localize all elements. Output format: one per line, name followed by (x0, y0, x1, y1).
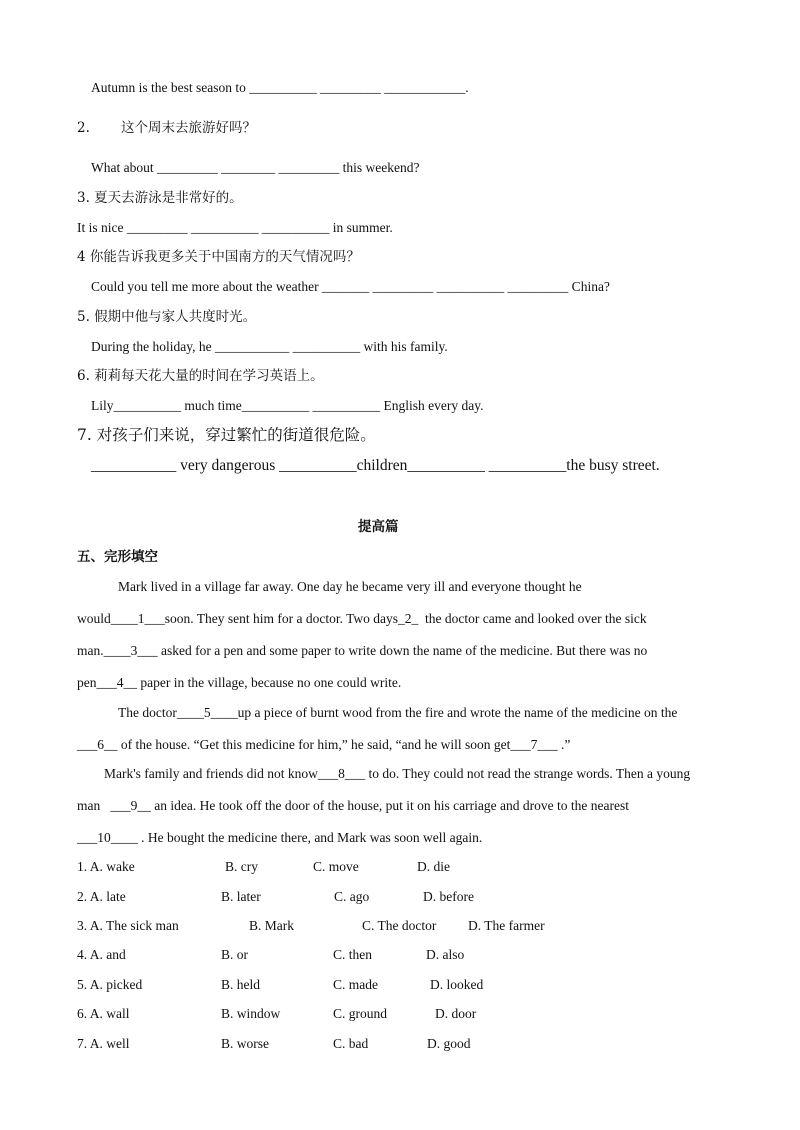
option-b: B. later (221, 889, 261, 904)
q2-chinese-line: 这个周末去旅游好吗？ (121, 120, 256, 136)
option-d: D. die (417, 859, 450, 874)
option-c: C. then (333, 947, 372, 962)
option-a: 7. A. well (77, 1036, 130, 1051)
q2-english-line: What about _________ ________ _________ this weekend? (91, 160, 420, 175)
passage-line: pen___4__ paper in the village, because no one could write. (77, 675, 402, 690)
passage-line: Mark's family and friends did not know___8___ to do. They could not read the strange words. Then a young (104, 766, 691, 781)
passage-line: ___10____ . He bought the medicine there, and Mark was soon well again. (77, 830, 483, 845)
option-a: 6. A. wall (77, 1006, 130, 1021)
q3-chinese-line: 3. 夏天去游泳是非常好的。 (77, 190, 243, 206)
option-a: 1. A. wake (77, 859, 135, 874)
passage-line: Mark lived in a village far away. One day he became very ill and everyone thought he (118, 579, 582, 594)
option-d: D. good (427, 1036, 471, 1051)
option-c: C. The doctor (362, 918, 437, 933)
option-b: B. or (221, 947, 248, 962)
q4-english-line: Could you tell me more about the weather _______ _________ __________ _________ China? (91, 279, 610, 294)
option-d: D. The farmer (468, 918, 545, 933)
option-c: C. ground (333, 1006, 387, 1021)
q2-number: 2. (77, 120, 90, 136)
option-c: C. bad (333, 1036, 369, 1051)
q6-english-line: Lily__________ much time__________ __________ English every day. (91, 398, 484, 413)
q3-english-line: It is nice _________ __________ __________ in summer. (77, 220, 393, 235)
option-a: 5. A. picked (77, 977, 143, 992)
passage-line: The doctor____5____up a piece of burnt wood from the fire and wrote the name of the medicine on the (118, 705, 678, 720)
option-c: C. move (313, 859, 359, 874)
passage-line: ___6__ of the house. “Get this medicine for him,” he said, “and he will soon get___7___ .” (77, 737, 571, 752)
q7-english-line: ___________ very dangerous __________children__________ __________the busy street. (91, 457, 660, 474)
option-c: C. ago (334, 889, 370, 904)
q5-english-line: During the holiday, he ___________ __________ with his family. (91, 339, 448, 354)
passage-line: would____1___soon. They sent him for a doctor. Two days_2_ the doctor came and looked over the sick (77, 611, 647, 626)
option-b: B. window (221, 1006, 281, 1021)
passage-line: man.____3___ asked for a pen and some paper to write down the name of the medicine. But there was no (77, 643, 648, 658)
option-b: B. held (221, 977, 260, 992)
option-a: 3. A. The sick man (77, 918, 179, 933)
option-b: B. cry (225, 859, 258, 874)
q7-chinese-line: 7. 对孩子们来说，穿过繁忙的街道很危险。 (77, 426, 376, 444)
passage-line: man ___9__ an idea. He took off the door of the house, put it on his carriage and drove to the nearest (77, 798, 629, 813)
option-row (77, 1036, 471, 1116)
option-d: D. door (435, 1006, 477, 1021)
option-b: B. worse (221, 1036, 269, 1051)
option-d: D. also (426, 947, 465, 962)
q1-english-line: Autumn is the best season to __________ _________ ____________. (91, 80, 469, 95)
cloze-heading: 五、完形填空 (77, 549, 158, 565)
q5-chinese-line: 5. 假期中他与家人共度时光。 (77, 309, 257, 325)
option-c: C. made (333, 977, 378, 992)
option-d: D. looked (430, 977, 484, 992)
option-a: 2. A. late (77, 889, 126, 904)
option-b: B. Mark (249, 918, 294, 933)
section-title: 提高篇 (358, 519, 399, 535)
option-a: 4. A. and (77, 947, 126, 962)
q4-chinese-line: 4 你能告诉我更多关于中国南方的天气情况吗？ (77, 249, 360, 265)
option-d: D. before (423, 889, 474, 904)
q6-chinese-line: 6. 莉莉每天花大量的时间在学习英语上。 (77, 368, 324, 384)
